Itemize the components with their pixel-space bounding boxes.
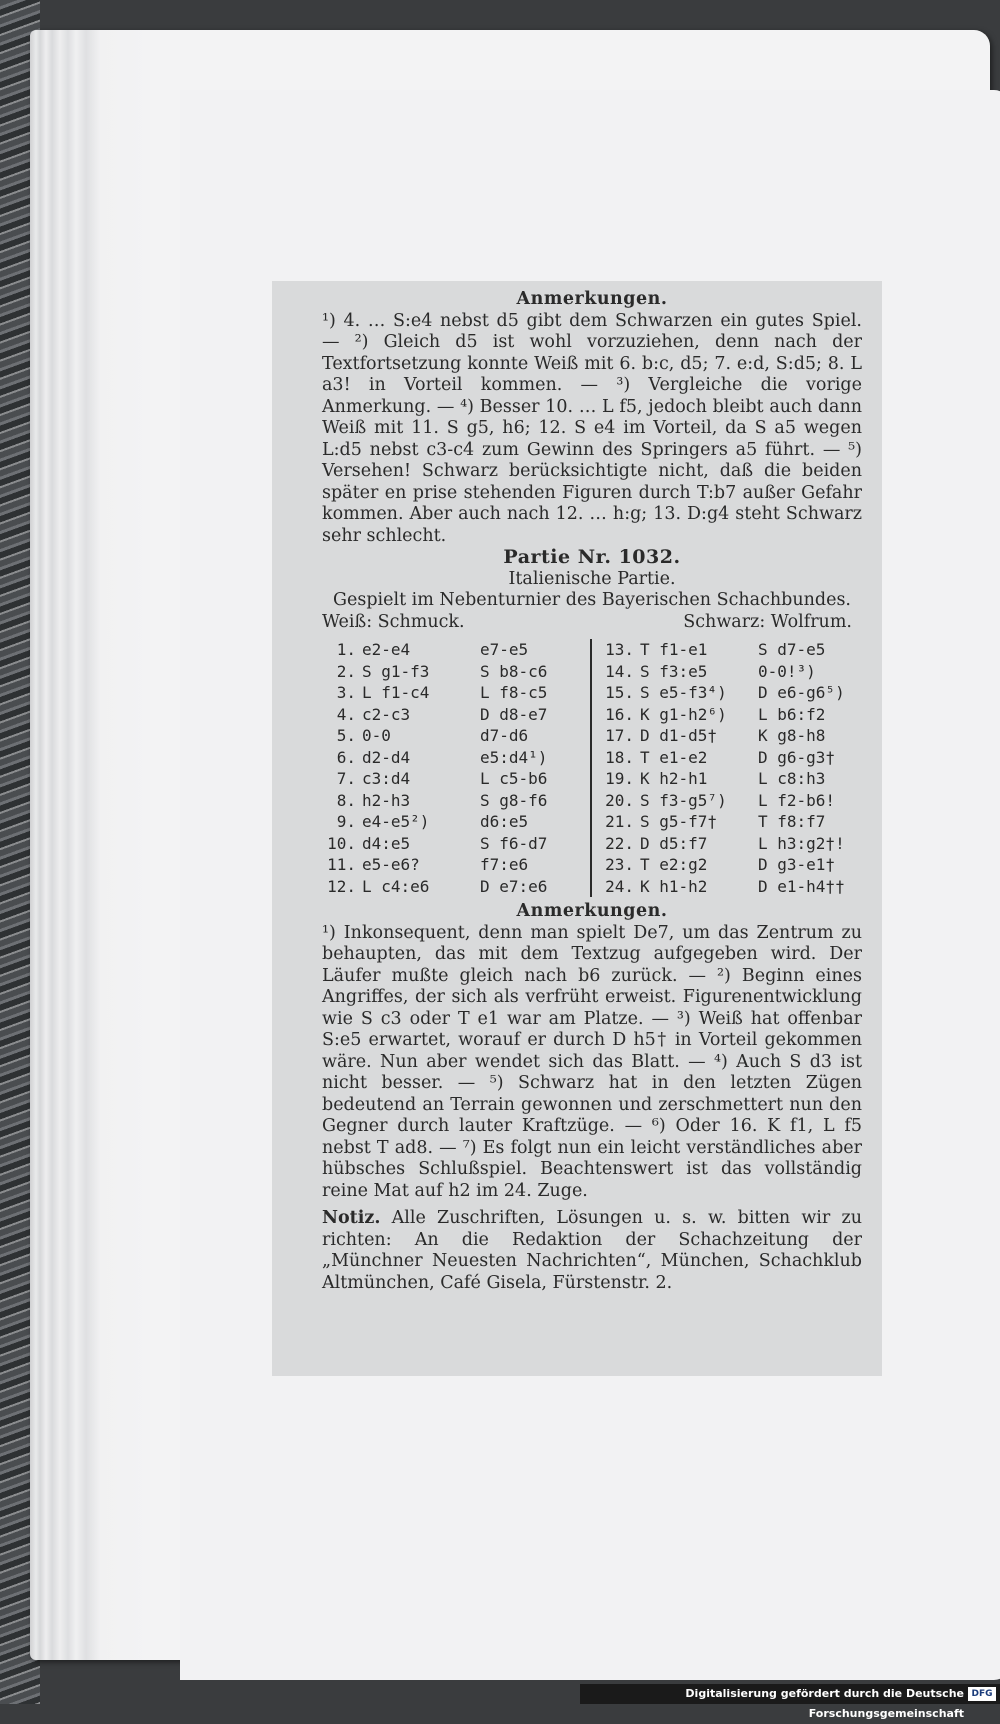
game-title: Partie Nr. 1032. bbox=[503, 546, 681, 568]
black-player: Schwarz: Wolfrum. bbox=[683, 611, 852, 632]
move-row: 18. T e1-e2 D g6-g3† bbox=[605, 747, 836, 767]
move-row: 21. S g5-f7† T f8:f7 bbox=[605, 812, 826, 831]
funding-footer bbox=[580, 1684, 1000, 1720]
move-row: 23. T e2:g2 D g3-e1† bbox=[605, 855, 836, 874]
players-line bbox=[322, 612, 862, 634]
move-row: 15. S e5-f3⁴) D e6-g6⁵) bbox=[605, 683, 845, 702]
dfg-logo: DFG bbox=[968, 1687, 996, 1701]
funding-text: Digitalisierung gefördert durch die Deutsche Forschungsgemeinschaft bbox=[685, 1687, 964, 1720]
opening-name: Italienische Partie. bbox=[508, 568, 676, 589]
notice-label: Notiz. bbox=[322, 1208, 381, 1228]
moves-column-left bbox=[322, 639, 592, 897]
move-row: 19. K h2-h1 L c8:h3 bbox=[605, 769, 826, 788]
white-player: Weiß: Schmuck. bbox=[322, 611, 465, 632]
move-row: 3. L f1-c4 L f8-c5 bbox=[336, 683, 548, 702]
annotations-heading-2: Anmerkungen. bbox=[516, 901, 668, 921]
move-row: 14. S f3:e5 0-0!³) bbox=[605, 661, 816, 681]
move-row: 20. S f3-g5⁷) L f2-b6! bbox=[605, 790, 836, 810]
move-row: 4. c2-c3 D d8-e7 bbox=[336, 704, 548, 724]
move-row: 9. e4-e5²) d6:e5 bbox=[336, 812, 529, 831]
notice-paragraph bbox=[322, 1208, 862, 1294]
move-table bbox=[322, 639, 862, 897]
move-row: 1. e2-e4 e7-e5 bbox=[336, 640, 529, 659]
move-row: 5. 0-0 d7-d6 bbox=[336, 726, 529, 745]
moves-column-right bbox=[592, 639, 862, 897]
newspaper-clipping bbox=[272, 281, 882, 1376]
move-row: 16. K g1-h2⁶) L b6:f2 bbox=[605, 704, 826, 724]
move-row: 10. d4:e5 S f6-d7 bbox=[327, 833, 548, 853]
move-row: 22. D d5:f7 L h3:g2†! bbox=[605, 833, 845, 853]
move-row: 11. e5-e6? f7:e6 bbox=[327, 855, 529, 874]
annotations-heading-1: Anmerkungen. bbox=[516, 289, 668, 309]
notice-text: Alle Zuschriften, Lösungen u. s. w. bitten wir zu richten: An die Redaktion der Schachzeitung der „Münchner Neuesten Nachrichten“, München, Schachklub Altmünchen, Café Gisela, Fürstenstr. 2. bbox=[322, 1208, 862, 1293]
move-row: 13. T f1-e1 S d7-e5 bbox=[605, 640, 826, 659]
annotations-text-2: ¹) Inkonsequent, denn man spielt De7, um das Zentrum zu behaupten, das mit dem Textzug aufgegeben wird. Der Läufer mußte gleich nach b6 zurück. — ²) Beginn eines Angriffes, der sich als verfrüht erweist. Figurenentwicklung wie S c3 oder T e1 war am Platze. — ³) Weiß hat offenbar S:e5 erwartet, worauf er durch D h5† in Vorteil gekommen wäre. Nun aber wendet sich das Blatt. — ⁴) Auch S d3 ist nicht besser. — ⁵) Schwarz hat in den letzten Zügen bedeutend an Terrain gewonnen und zerschmettert nun den Gegner durch lauter Kraftzüge. — ⁶) Oder 16. K f1, L f5 nebst T ad8. — ⁷) Es folgt nun ein leicht verständliches aber hübsches Schlußspiel. Beachtenswert ist das vollständig reine Mat auf h2 im 24. Zuge. bbox=[322, 922, 862, 1201]
move-row: 12. L c4:e6 D e7:e6 bbox=[327, 876, 548, 896]
move-row: 6. d2-d4 e5:d4¹) bbox=[336, 747, 548, 767]
move-row: 8. h2-h3 S g8-f6 bbox=[336, 790, 548, 810]
move-row: 2. S g1-f3 S b8-c6 bbox=[336, 661, 548, 681]
move-row: 7. c3:d4 L c5-b6 bbox=[336, 769, 548, 788]
tournament-info: Gespielt im Nebenturnier des Bayerischen Schachbundes. bbox=[333, 590, 851, 610]
annotations-text-1: ¹) 4. … S:e4 nebst d5 gibt dem Schwarzen ein gutes Spiel. — ²) Gleich d5 ist wohl vorzuziehen, denn nach der Textfortsetzung konnte Weiß mit 6. b:c, d5; 7. e:d, S:d5; 8. L a3! in Vorteil kommen. — ³) Vergleiche die vorige Anmerkung. — ⁴) Besser 10. … L f5, jedoch bleibt auch dann Weiß mit 11. S g5, h6; 12. S e4 im Vorteil, da S a5 wegen L:d5 nebst c3-c4 zum Gewinn des Springers a5 führt. — ⁵) Versehen! Schwarz berücksichtigte nicht, daß die beiden später en prise stehenden Figuren durch T:b7 außer Gefahr kommen. Aber auch nach 12. … h:g; 13. D:g4 steht Schwarz sehr schlecht. bbox=[322, 310, 862, 546]
move-row: 24. K h1-h2 D e1-h4†† bbox=[605, 876, 845, 896]
move-row: 17. D d1-d5† K g8-h8 bbox=[605, 726, 826, 745]
